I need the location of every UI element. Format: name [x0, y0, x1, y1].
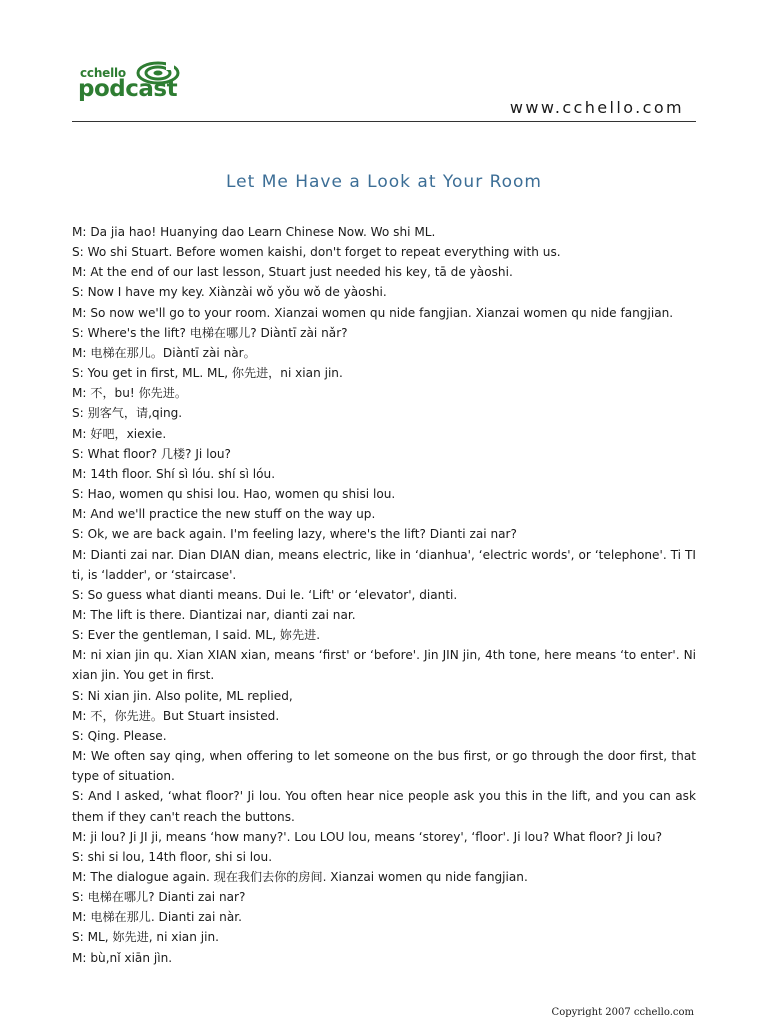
transcript-line: S: Ok, we are back again. I'm feeling lazy, where's the lift? Dianti zai nar?: [72, 527, 517, 542]
transcript-line: M: 电梯在那儿. Dianti zai nàr.: [72, 910, 242, 925]
transcript-line: M: Da jia hao! Huanying dao Learn Chinese Now. Wo shi ML.: [72, 225, 436, 239]
transcript-line: M: 不，你先进。But Stuart insisted.: [72, 708, 280, 723]
site-url: www.cchello.com: [509, 98, 684, 117]
cchello-podcast-logo: [78, 60, 188, 110]
transcript-line: S: And I asked, ‘what floor?' Ji lou. You often hear nice people ask you this in the lift, and you can ask them if they can't reach the buttons.: [72, 789, 696, 824]
transcript-line: S: Wo shi Stuart. Before women kaishi, don't forget to repeat everything with us.: [72, 245, 561, 260]
transcript-line: M: So now we'll go to your room. Xianzai women qu nide fangjian. Xianzai women qu nide fangjian.: [72, 305, 674, 320]
transcript-line: S: 电梯在哪儿? Dianti zai nar?: [72, 890, 246, 905]
transcript-line: S: What floor? 几楼? Ji lou?: [72, 446, 231, 461]
transcript-line: M: 14th floor. Shí sì lóu. shí sì lóu.: [72, 466, 276, 481]
header-divider: [72, 121, 696, 122]
transcript-line: M: ni xian jin qu. Xian XIAN xian, means ‘first' or ‘before'. Jin JIN jin, 4th tone, here means ‘to enter'. Ni xian jin. You get in first.: [72, 648, 696, 683]
transcript-line: S: Where's the lift? 电梯在哪儿? Diàntī zài nǎr?: [72, 325, 348, 340]
transcript-line: S: shi si lou, 14th floor, shi si lou.: [72, 849, 273, 864]
transcript-line: M: ji lou? Ji JI ji, means ‘how many?'. Lou LOU lou, means ‘storey', ‘floor'. Ji lou? What floor? Ji lou?: [72, 829, 662, 844]
transcript-line: S: Qing. Please.: [72, 728, 167, 743]
logo-brand-text: cchello: [80, 66, 126, 80]
transcript-line: M: And we'll practice the new stuff on the way up.: [72, 507, 376, 522]
transcript-line: S: Hao, women qu shisi lou. Hao, women qu shisi lou.: [72, 487, 396, 502]
transcript-line: S: Ever the gentleman, I said. ML, 妳先进.: [72, 628, 321, 643]
page-title: Let Me Have a Look at Your Room: [226, 172, 542, 192]
transcript-line: M: The dialogue again. 现在我们去你的房间. Xianzai women qu nide fangjian.: [72, 870, 528, 884]
transcript-line: M: At the end of our last lesson, Stuart just needed his key, tā de yàoshi.: [72, 265, 513, 280]
transcript-line: M: We often say qing, when offering to let someone on the bus first, or go through the door first, that type of situation.: [72, 749, 696, 784]
transcript-line: S: You get in first, ML. ML, 你先进，ni xian jin.: [72, 366, 343, 381]
transcript-line: M: bù,nǐ xiān jìn.: [72, 950, 173, 965]
transcript-line: S: Now I have my key. Xiànzài wǒ yǒu wǒ de yàoshi.: [72, 285, 387, 300]
transcript-line: M: The lift is there. Diantizai nar, dianti zai nar.: [72, 607, 356, 622]
copyright-notice: Copyright 2007 cchello.com: [551, 1007, 694, 1018]
transcript-line: M: 电梯在那儿。Diàntī zài nàr。: [72, 345, 256, 360]
transcript-line: S: So guess what dianti means. Dui le. ‘Lift' or ‘elevator', dianti.: [72, 587, 458, 602]
transcript-line: S: Ni xian jin. Also polite, ML replied,: [72, 688, 293, 703]
transcript-line: S: 别客气，请,qing.: [72, 406, 183, 421]
transcript-line: M: 好吧，xiexie.: [72, 426, 167, 441]
transcript-line: S: ML, 妳先进, ni xian jin.: [72, 930, 219, 945]
transcript: [72, 222, 696, 968]
transcript-line: M: 不，bu! 你先进。: [72, 386, 187, 401]
logo-podcast-text: podcast: [78, 76, 178, 102]
transcript-line: M: Dianti zai nar. Dian DIAN dian, means electric, like in ‘dianhua', ‘electric words', or ‘telephone'. Ti TI ti, is ‘ladder', or ‘staircase'.: [72, 547, 696, 582]
